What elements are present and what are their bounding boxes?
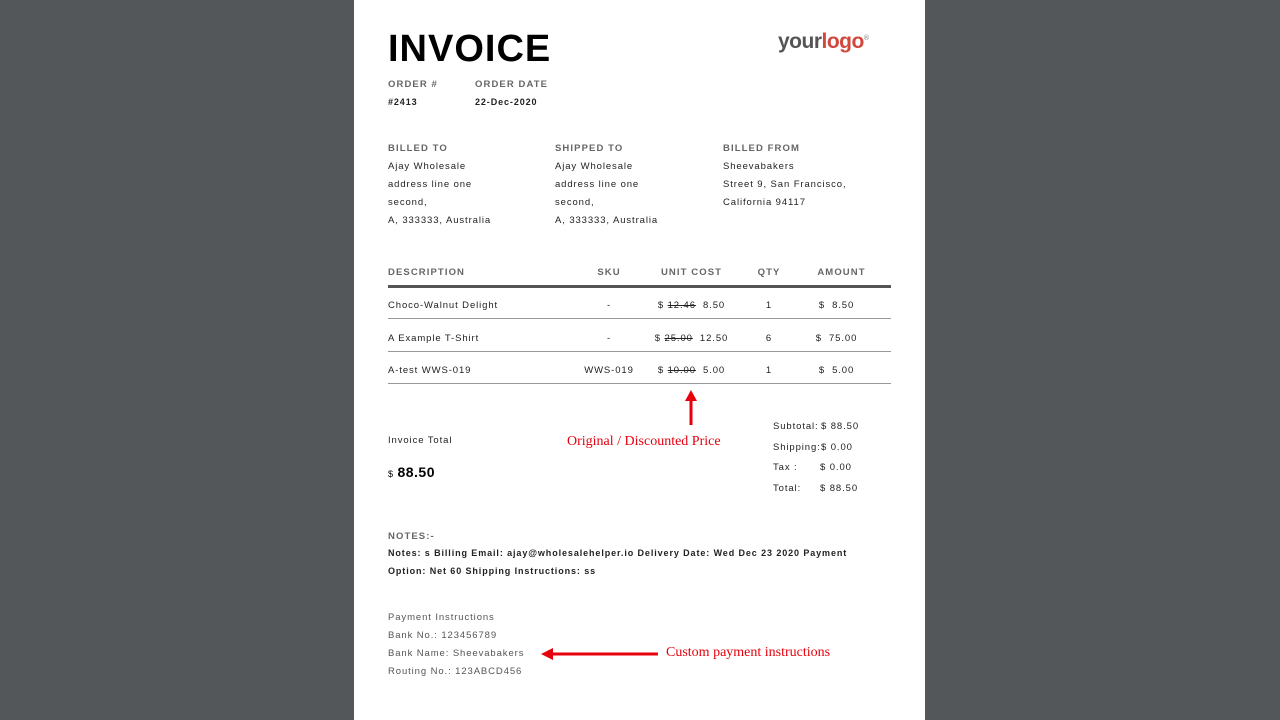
row-unit-cost: $ 12.46 8.50 [657, 300, 726, 311]
original-price: 25.00 [664, 332, 693, 344]
arrow-up-icon [689, 390, 692, 426]
col-unit-cost: UNIT COST [660, 267, 723, 278]
col-description: DESCRIPTION [388, 267, 466, 278]
price-annotation: Original / Discounted Price [567, 434, 721, 449]
payment-annotation: Custom payment instructions [666, 645, 831, 660]
row-description: A-test WWS-019 [388, 365, 472, 376]
row-unit-cost: $ 25.00 12.50 [654, 332, 729, 344]
billed-to: BILLED TO Ajay Wholesale address line one second, A, 333333, Australia [388, 143, 492, 226]
row-qty: 1 [765, 365, 773, 376]
col-sku: SKU [597, 267, 621, 278]
original-price: 12.46 [667, 300, 696, 311]
order-number: #2413 [388, 97, 418, 107]
row-divider [388, 383, 891, 384]
order-number-label: ORDER # [388, 79, 438, 90]
row-sku: - [606, 300, 612, 311]
row-qty: 1 [765, 300, 773, 311]
row-sku: WWS-019 [584, 365, 634, 376]
invoice-title: INVOICE [388, 28, 552, 70]
shipped-to: SHIPPED TO Ajay Wholesale address line one second, A, 333333, Australia [555, 143, 659, 226]
notes-label: NOTES:- [388, 531, 435, 542]
row-unit-cost: $ 10.00 5.00 [657, 365, 726, 376]
notes-line-2: Option: Net 60 Shipping Instructions: ss [388, 566, 597, 576]
invoice-total: $ 88.50 [388, 464, 436, 480]
payment-instructions: Payment Instructions Bank No.: 123456789 Bank Name: Sheevabakers Routing No.: 123ABCD456 [388, 612, 525, 677]
discounted-price: 5.00 [703, 365, 726, 376]
row-amount: $ 8.50 [818, 300, 855, 311]
invoice-total-label: Invoice Total [388, 435, 453, 446]
billed-from: BILLED FROM Sheevabakers Street 9, San Francisco, California 94117 [723, 143, 847, 208]
invoice-page: INVOICE yourlogo® ORDER # #2413 ORDER DATE 22-Dec-2020 BILLED TO Ajay Wholesale address line one second, A, 333333, Australia SHIPPED TO Ajay Wholesale address line one second, A, 333333, Australia BILLED FROM Sheevabakers Street 9, San Francisco, California 94117 DESCRIPTION SKU UNIT COST QTY AMOUNT Choco-Walnut Delight - $ 12.46 8.50 1 $ 8.50 A Example T-Shirt - $ 25.00 12.50 6 $ 75.00 A-test WWS-019 WWS-019 $ 10.00 5.00 1 $ 5.00 Original / Discounted Price Invoice Total $ 88.50 Subtotal: $ 88.50 Shipping: $ 0.00 Tax : $ 0.00 Total: $ 88.50 NOTES:- Notes: s Billing Email: ajay@wholesalehelper.io Delivery Date: Wed Dec 23 2020 Payment Option: Net 60 Shipping Instructions: ss Payment Instructions Bank No.: 123456789 Bank Name: Sheevabakers Routing No.: 123ABCD456 Custom payment instructions [354, 0, 925, 720]
order-date-label: ORDER DATE [475, 79, 549, 90]
row-sku: - [606, 332, 612, 344]
row-description: A Example T-Shirt [388, 332, 480, 344]
row-amount: $ 75.00 [815, 332, 858, 344]
original-price: 10.00 [667, 365, 696, 376]
notes-line-1: Notes: s Billing Email: ajay@wholesalehelper.io Delivery Date: Wed Dec 23 2020 Payment [388, 548, 848, 558]
row-qty: 6 [765, 332, 773, 344]
order-date: 22-Dec-2020 [475, 97, 538, 107]
discounted-price: 12.50 [699, 332, 729, 344]
col-qty: QTY [757, 267, 781, 278]
header-divider [388, 285, 891, 288]
row-description: Choco-Walnut Delight [388, 300, 499, 311]
row-amount: $ 5.00 [818, 365, 855, 376]
logo: yourlogo® [778, 30, 869, 53]
row-divider [388, 351, 891, 352]
discounted-price: 8.50 [703, 300, 726, 311]
row-divider [388, 318, 891, 319]
col-amount: AMOUNT [817, 267, 866, 278]
arrow-left-icon [541, 647, 659, 666]
